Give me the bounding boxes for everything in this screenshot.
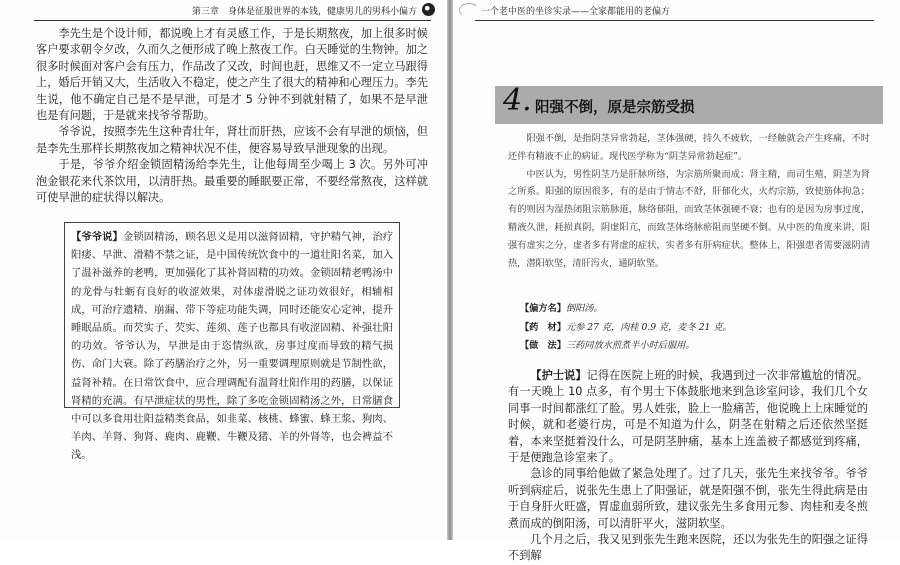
swirl-ornament-icon	[459, 3, 479, 17]
grandpa-says-text	[71, 228, 393, 465]
paragraph: 急诊的同事给他做了紧急处理了。过了几天，张先生来找爷爷。爷爷听到病症后，说张先生患上了阳强证，就是阳强不倒，张先生得此病是由于自身肝火旺盛，胃虚血弱所致，建议张先生多食用元参、肉桂和麦冬煎煮而成的倒阳汤，可以清肝平火，滋阴软坚。	[508, 467, 868, 530]
chapter-emblem-icon	[422, 3, 435, 16]
recipe-name-row	[520, 300, 860, 319]
paragraph: 于是，爷爷介绍金锁固精汤给李先生，让他每周至少喝上 3 次。另外可冲泡金银花来代茶饮用，以清肝热。最重要的睡眠要正常，不要经常熬夜，这样就可使早泄的症状得以解决。	[36, 158, 428, 205]
right-intro-text	[508, 130, 870, 272]
recipe-ingredients-label: 【药 材】	[520, 321, 566, 333]
section-title-bar	[495, 83, 883, 124]
left-body-text	[36, 26, 428, 206]
header-rule	[475, 20, 874, 21]
recipe-block	[520, 300, 860, 356]
paragraph: 爷爷说，按照李先生这种青壮年，肾壮而肝热，应该不会有早泄的烦恼，但是李先生那样长期熬夜加之精神状况不佳，便容易导致早泄现象的出现。	[36, 125, 428, 155]
recipe-name-value: 倒阳汤。	[565, 303, 603, 314]
recipe-method-row	[520, 337, 860, 356]
grandpa-says-box	[64, 222, 400, 462]
recipe-name-label: 【偏方名】	[520, 303, 566, 314]
paragraph: 阳强不倒，是指阴茎异常勃起，茎体强硬，持久不疲软，一经触就会产生疼痛，不时还伴有精液不止的病证。现代医学称为“阴茎异常勃起症”。	[508, 133, 870, 162]
right-story-text	[508, 368, 868, 565]
paragraph: 李先生是个设计师，都说晚上才有灵感工作，于是长期熬夜，加上很多时候客户要求朝令夕改，久而久之便形成了晚上熬夜工作。白天睡觉的生物钟。加之很多时候面对客户会有压力，作品改了又改，时间也赶，思维又不一定立马跟得上，婚后开销又大，生活收入不稳定，使之产生了很大的精神和心理压力。李先生说，他不确定自己是不是早泄，可是才 5 分钟不到就射精了，如果不是早泄也是有问题，于是就来找爷爷帮助。	[36, 27, 428, 123]
paragraph: 中医认为，男性阴茎乃是肝脉所络，为宗筋所聚而成；肾主精，而司生殖，阴茎为肾之所系。阳强的原因很多，有的是由于情志不舒，肝郁化火，火灼宗筋，致使筋体拘急；有的则因为湿热闭阻宗筋脉道，脉络郁阻，而致茎体强硬不衰；也有的是因为房事过度，精液久泄，耗损真阴，阴虚阳亢，而致茎体络脉瘀阻而坚硬不倒。从中医的角度来讲，阳强有虚实之分，虚者多有肾虚的症状，实者多有肝病症状。整体上，阳强患者需要滋阴清热，潜阳软坚，清肝泻火，通阴软坚。	[508, 168, 870, 269]
recipe-method-label: 【做 法】	[520, 340, 566, 351]
left-page-header: 第三章 身体是征服世界的本钱，健康男儿的男科小偏方	[191, 7, 417, 17]
paragraph	[508, 368, 868, 466]
nurse-says-body: 记得在医院上班的时候，我遇到过一次非常尴尬的情况。有一天晚上 10 点多，有个男士下体鼓胀地来到急诊室问诊，我们几个女同事一时间都涨红了脸。男人姓张，脸上一脸痛苦，他说晚上上床睡觉的时候，就和老婆行房，可是不知道为什么，阴茎在射精之后还依然坚挺着，本来坚挺着没什么，可是阴茎肿痛，基本上连盖被子都感觉到疼痛，于是便跑急诊室来了。	[508, 369, 868, 465]
right-page-header: 一个老中医的坐诊实录——全家都能用的老偏方	[481, 7, 671, 17]
recipe-method-value: 三药同放水煎煮半小时后服用。	[565, 340, 695, 351]
paragraph: 几个月之后，我又见到张先生跑来医院，还以为张先生的阳强之证得不到解	[508, 533, 868, 563]
nurse-says-label: 【护士说】	[530, 369, 587, 382]
recipe-ingredients-row	[520, 319, 860, 338]
recipe-ingredients-value: 元参 27 克，肉桂 0.9 克，麦冬 21 克。	[565, 321, 732, 333]
grandpa-says-label: 【爷爷说】	[71, 231, 123, 243]
left-page	[0, 0, 447, 540]
section-title: 阳强不倒，原是宗筋受损	[535, 100, 695, 116]
section-number: 4.	[503, 83, 532, 118]
grandpa-says-body: 金锁固精汤，顾名思义是用以滋肾固精，守护精气神，治疗阳痿、早泄、滑精不禁之证，是中国传统饮食中的一道壮阳名菜，加入了温补滋养的老鸭，更加强化了其补肾固精的功效。金锁固精老鸭汤中的龙骨与牡蛎有良好的收涩效果，对体虚滑脱之证功效很好，相辅相成，可治疗遗精、崩漏、带下等症功能失调，同时还能安心定神，提升睡眠品质。而芡实子、芡实、莲须、莲子也都具有收涩固精、补强壮阳的功效。爷爷认为，早泄是由于恣情纵欲，房事过度而导致的精气损伤、命门大衰。除了药膳治疗之外，另一重要调理原则就是节制性欲，益肾补精。在日常饮食中，应合理调配有温肾壮阳作用的药膳，以保证肾精的充满。有早泄症状的男性，除了多吃金锁固精汤之外，日常膳食中可以多食用壮阳益精类食品，如韭菜、核桃、蜂蜜、蜂王浆、狗肉、羊肉、羊肾、狗肾、鹿肉、鹿鞭、牛鞭及猪、羊的外肾等，也会裨益不浅。	[71, 231, 394, 462]
header-rule	[34, 20, 431, 21]
